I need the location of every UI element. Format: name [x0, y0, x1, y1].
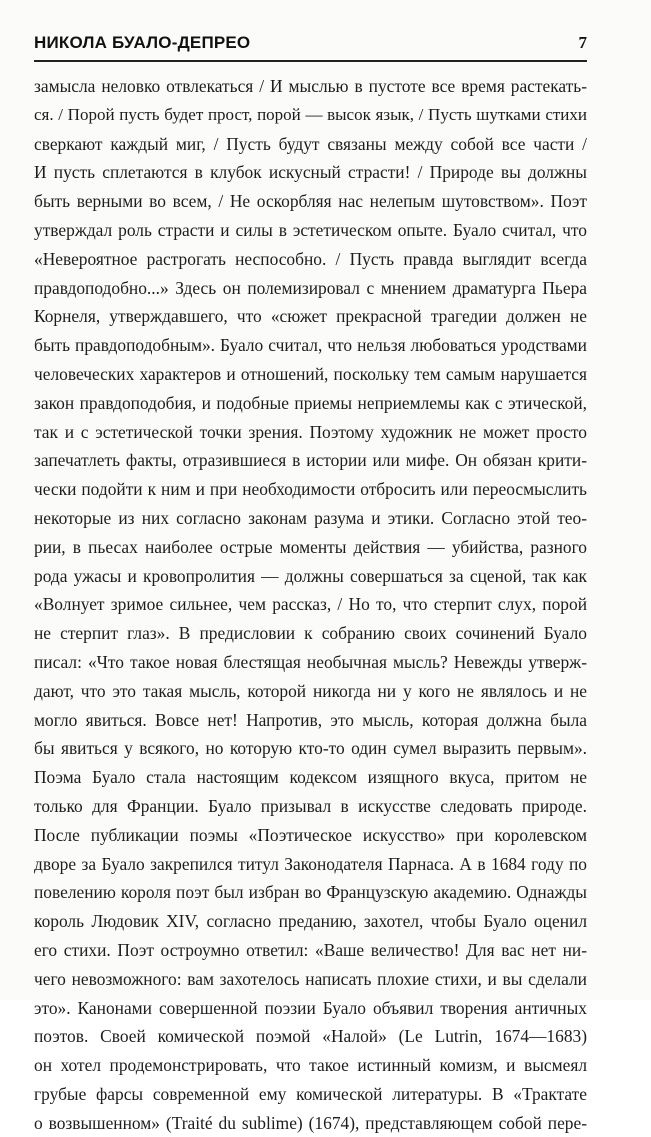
text-line: правдоподобно...» Здесь он полемизировал с мнением драматурга Пьера — [34, 277, 587, 298]
text-line: чески подойти к ним и при необходимости отбросить или переосмыслить — [34, 479, 587, 500]
text-line: повелению короля поэт был избран во Французскую академию. Однажды — [34, 882, 587, 903]
text-line: грубые фарсы современной ему комической литературы. В «Трактате — [34, 1083, 587, 1104]
text-line: Поэма Буало стала настоящим кодексом изящного вкуса, притом не — [34, 767, 587, 788]
text-line: бы явиться у всякого, но которую кто-то один сумел выразить первым». — [34, 738, 587, 759]
text-line: могло явиться. Вовсе нет! Напротив, это мысль, которая должна была — [34, 709, 587, 730]
text-line: это». Канонами совершенной поэзии Буало объявил творения античных — [34, 997, 587, 1018]
text-line: рода ужасы и кровопролития — должны совершаться за сценой, так как — [34, 565, 587, 586]
text-line: сверкают каждый миг, / Пусть будут связаны между собой все части / — [34, 133, 587, 154]
text-line: И пусть сплетаются в клубок искусный страсти! / Природе вы должны — [34, 162, 587, 183]
text-line: ся. / Порой пусть будет прост, порой — высок язык, / Пусть шутками стихи — [34, 104, 587, 124]
text-line: После публикации поэмы «Поэтическое искусство» при королевском — [34, 824, 587, 845]
text-line: чего невозможного: вам захотелось написать плохие стихи, и вы сделали — [34, 968, 587, 989]
text-line: он хотел продемонстрировать, что такое истинный комизм, и высмеял — [34, 1055, 587, 1076]
text-line: замысла неловко отвлекаться / И мыслью в пустоте все время растекать- — [34, 76, 587, 96]
body-text — [34, 72, 587, 1137]
text-line: быть правдоподобным». Буало считал, что нельзя любоваться уродствами — [34, 335, 587, 356]
text-line: «Невероятное растрогать неспособно. / Пусть правда выглядит всегда — [34, 248, 587, 269]
running-title: НИКОЛА БУАЛО-ДЕПРЕО — [34, 33, 251, 52]
text-line: только для Франции. Буало призывал в искусстве следовать природе. — [34, 795, 587, 816]
text-line: «Волнует зримое сильнее, чем рассказ, / Но то, что стерпит слух, порой — [34, 594, 587, 615]
text-line: рии, в пьесах наиболее острые моменты действия — убийства, разного — [34, 536, 587, 557]
text-line: закон правдоподобия, и подобные приемы неприемлемы как с этической, — [34, 392, 587, 413]
text-line: дворе за Буало закрепился титул Законодателя Парнаса. А в 1684 году по — [34, 853, 587, 874]
text-line: так и с эстетической точки зрения. Поэтому художник не может просто — [34, 421, 587, 442]
running-head — [34, 33, 587, 55]
text-line: некоторые из них согласно законам разума и этики. Согласно этой тео- — [34, 507, 587, 528]
header-divider — [34, 60, 587, 62]
text-line: человеческих характеров и отношений, поскольку тем самым нарушается — [34, 363, 587, 384]
text-line: король Людовик XIV, согласно преданию, захотел, чтобы Буало оценил — [34, 911, 587, 932]
text-line: его стихи. Поэт остроумно ответил: «Ваше величество! Для вас нет ни- — [34, 939, 587, 960]
text-line: писал: «Что такое новая блестящая необычная мысль? Невежды утверж- — [34, 651, 587, 672]
text-line: Корнеля, утверждавшего, что «сюжет прекрасной трагедии должен не — [34, 306, 587, 327]
text-line: поэтов. Своей комической поэмой «Налой» (Le Lutrin, 1674—1683) — [34, 1026, 587, 1047]
text-line: быть верными во всем, / Не оскорбляя нас нелепым шутовством». Поэт — [34, 191, 587, 212]
page-number: 7 — [578, 33, 587, 52]
text-line: утверждал роль страсти и силы в эстетическом опыте. Буало считал, что — [34, 219, 587, 240]
text-line: о возвышенном» (Traité du sublime) (1674), представляющем собой пере- — [34, 1112, 587, 1133]
text-line: запечатлеть факты, отразившиеся в истории или мифе. Он обязан крити- — [34, 450, 587, 471]
text-line: дают, что это такая мысль, которой никогда ни у кого не являлось и не — [34, 680, 587, 701]
text-line: не стерпит глаз». В предисловии к собранию своих сочинений Буало — [34, 623, 587, 644]
